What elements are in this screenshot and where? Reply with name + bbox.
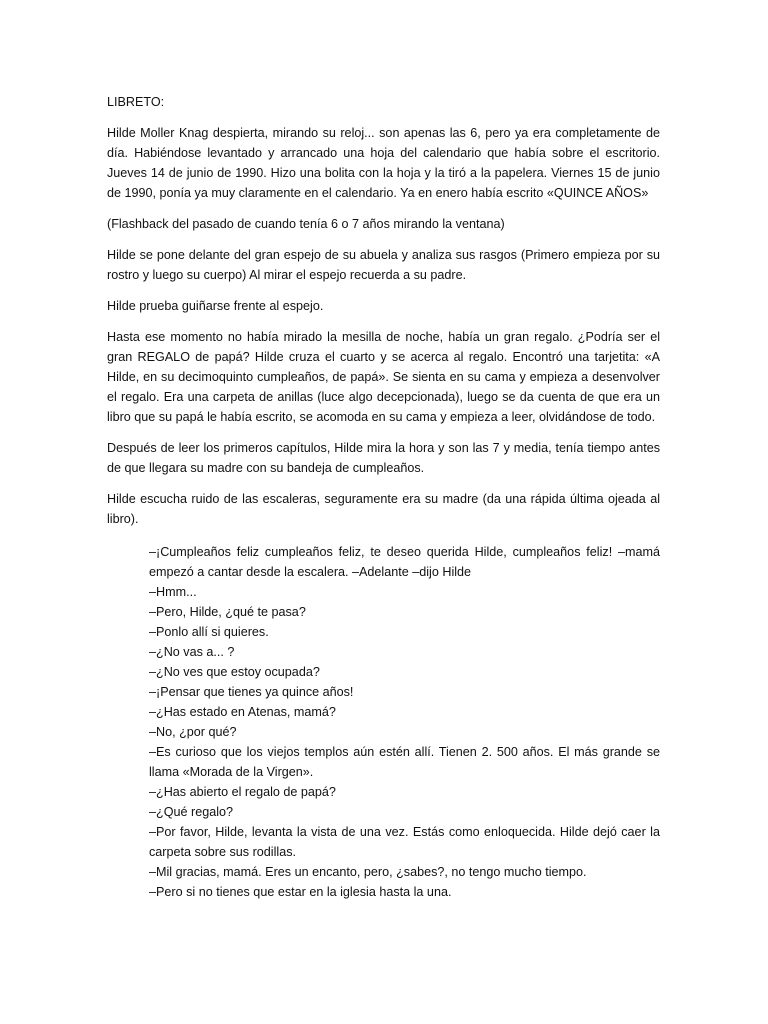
dialogue-line: –¿No ves que estoy ocupada?: [149, 665, 320, 679]
dialogue-line: –¡Cumpleaños feliz cumpleaños feliz, te deseo querida Hilde, cumpleaños feliz! –mamá empezó a cantar desde la escalera. –Adelante –dijo Hilde: [149, 545, 660, 579]
paragraph: Hilde se pone delante del gran espejo de su abuela y analiza sus rasgos (Primero empieza por su rostro y luego su cuerpo) Al mirar el espejo recuerda a su padre.: [107, 248, 660, 282]
dialogue-line: –Pero, Hilde, ¿qué te pasa?: [149, 605, 306, 619]
dialogue-line: –Mil gracias, mamá. Eres un encanto, pero, ¿sabes?, no tengo mucho tiempo.: [149, 865, 587, 879]
dialogue-line: –Es curioso que los viejos templos aún estén allí. Tienen 2. 500 años. El más grande se llama «Morada de la Virgen».: [149, 745, 660, 779]
dialogue-line: –¿No vas a... ?: [149, 645, 235, 659]
paragraph: (Flashback del pasado de cuando tenía 6 o 7 años mirando la ventana): [107, 217, 505, 231]
dialogue-line: –¿Has estado en Atenas, mamá?: [149, 705, 336, 719]
paragraph: Hasta ese momento no había mirado la mesilla de noche, había un gran regalo. ¿Podría ser el gran REGALO de papá? Hilde cruza el cuarto y se acerca al regalo. Encontró una tarjetita: «A Hilde, en su decimoquinto cumpleaños, de papá». Se sienta en su cama y empieza a desenvolver el regalo. Era una carpeta de anillas (luce algo decepcionada), luego se da cuenta de que era un libro que su papá le había escrito, se acomoda en su cama y empieza a leer, olvidándose de todo.: [107, 330, 660, 424]
dialogue-line: –Pero si no tienes que estar en la iglesia hasta la una.: [149, 885, 452, 899]
dialogue-line: –¡Pensar que tienes ya quince años!: [149, 685, 354, 699]
paragraph: Después de leer los primeros capítulos, Hilde mira la hora y son las 7 y media, tenía tiempo antes de que llegara su madre con su bandeja de cumpleaños.: [107, 441, 660, 475]
paragraph: Hilde prueba guiñarse frente al espejo.: [107, 299, 324, 313]
document-heading: LIBRETO:: [107, 95, 165, 109]
paragraph: Hilde escucha ruido de las escaleras, seguramente era su madre (da una rápida última ojeada al libro).: [107, 492, 660, 526]
dialogue-line: –¿Qué regalo?: [149, 805, 234, 819]
paragraph: Hilde Moller Knag despierta, mirando su reloj... son apenas las 6, pero ya era completamente de día. Habiéndose levantado y arrancado una hoja del calendario que había sobre el escritorio. Jueves 14 de junio de 1990. Hizo una bolita con la hoja y la tiró a la papelera. Viernes 15 de junio de 1990, ponía ya muy claramente en el calendario. Ya en enero había escrito «QUINCE AÑOS»: [107, 126, 660, 200]
dialogue-line: –¿Has abierto el regalo de papá?: [149, 785, 336, 799]
dialogue-line: –Hmm...: [149, 585, 197, 599]
dialogue-line: –Por favor, Hilde, levanta la vista de una vez. Estás como enloquecida. Hilde dejó caer la carpeta sobre sus rodillas.: [149, 825, 660, 859]
dialogue-line: –No, ¿por qué?: [149, 725, 237, 739]
document-body: [107, 92, 660, 902]
dialogue-block: [149, 542, 660, 902]
dialogue-line: –Ponlo allí si quieres.: [149, 625, 269, 639]
